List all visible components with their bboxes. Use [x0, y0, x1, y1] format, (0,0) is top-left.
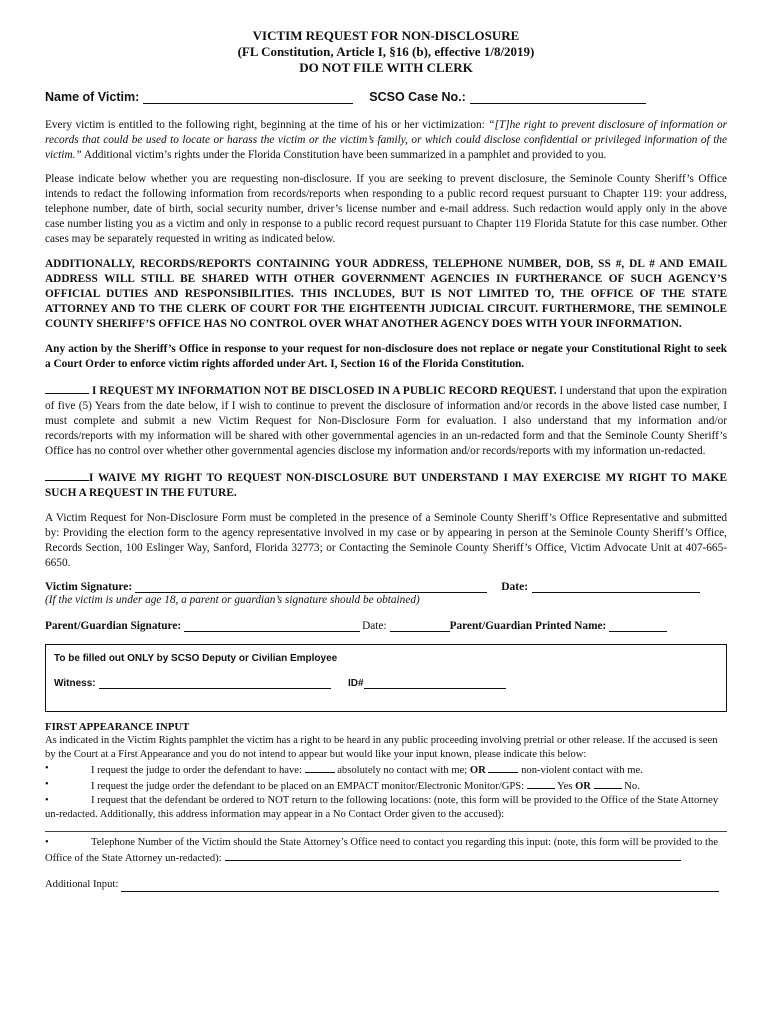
locations-field[interactable]	[45, 831, 727, 832]
form-notice: DO NOT FILE WITH CLERK	[299, 60, 473, 75]
monitor-no-label: No.	[621, 781, 640, 792]
additional-input-row	[45, 878, 727, 892]
victim-info-row	[45, 90, 727, 104]
submission-paragraph: A Victim Request for Non-Disclosure Form must be completed in the presence of a Seminole County Sheriff’s Office Representative and submitted by: Providing the election form to the agency representative involved in my case or by appearing in person at the Seminole County Sheriff’s Office, Records Section, 100 Eslinger Way, Sanford, Florida 32773; or Contacting the Seminole County Sheriff’s Office, Victim Advocate Unit at 407-665-6650.	[45, 512, 727, 569]
additional-input-label: Additional Input:	[45, 879, 119, 890]
option-request-nondisclosure	[45, 382, 727, 459]
id-label: ID#	[348, 678, 364, 689]
parent-date-label: Date:	[362, 620, 387, 632]
victim-signature-label: Victim Signature:	[45, 581, 133, 593]
instructions-paragraph: Please indicate below whether you are requesting non-disclosure. If you are seeking to prevent disclosure, the Seminole County Sheriff’s Office intends to redact the following information from records/reports when responding to a public record request pursuant to Chapter 119: your address, telephone number, date of birth, social security number, driver’s license number and e-mail address. Such redaction would apply only in the above case number listing you as a victim and only in response to a public record request pursuant to Chapter 119 Florida Statute for this case number. Other cases may be separately requested in writing as indicated below.	[45, 173, 727, 245]
minor-note: (If the victim is under age 18, a parent or guardian’s signature should be obtained)	[45, 594, 420, 606]
locations-item	[45, 794, 727, 822]
parent-date-field[interactable]	[390, 620, 450, 632]
witness-row	[54, 678, 331, 689]
bullet-icon: •	[45, 763, 49, 774]
first-appearance-intro: As indicated in the Victim Rights pamphlet the victim has a right to be heard in any public proceeding involving pretrial or other release. If the accused is seen by the Court at a First Appearance and you do not intend to appear but would like your input known, please indicate this below:	[45, 735, 718, 760]
victim-name-label: Name of Victim:	[45, 90, 140, 104]
phone-field[interactable]	[225, 850, 681, 861]
request-option-text: I understand that upon the expiration of five (5) Years from the date below, if I wish to continue to prevent the disclosure of information and/or records in the above listed case number, I must complete and submit a new Victim Request for Non-Disclosure Form for evaluation. I also understand that my information and/or records/reports with my information will be shared with other governmental agencies in an un-redacted form and that the Seminole County Sheriff’s Office has no control over whether other governmental agencies disclose my information and/or records/reports with my information un-redacted.	[45, 385, 727, 457]
witness-field[interactable]	[99, 678, 331, 689]
form-subtitle: (FL Constitution, Article I, §16 (b), effective 1/8/2019)	[237, 44, 535, 59]
monitor-item	[45, 778, 727, 794]
victim-name-field[interactable]	[143, 91, 353, 104]
monitor-no-field[interactable]	[594, 778, 622, 789]
rights-paragraph	[45, 118, 727, 163]
rights-tail: Additional victim’s rights under the Florida Constitution have been summarized in a pamphlet and provided to you.	[81, 149, 607, 161]
sharing-notice-paragraph: ADDITIONALLY, RECORDS/REPORTS CONTAINING YOUR ADDRESS, TELEPHONE NUMBER, DOB, SS #, DL # AND EMAIL ADDRESS WILL STILL BE SHARED WITH OTHER GOVERNMENT AGENCIES IN FURTHERANCE OF SUCH AGENCY’S OFFICIAL DUTIES AND RESPONSIBILITIES. THIS INCLUDES, BUT IS NOT LIMITED TO, THE OFFICE OF THE STATE ATTORNEY AND TO THE CLERK OF COURT FOR THE EIGHTEENTH JUDICIAL CIRCUIT. FURTHERMORE, THE SEMINOLE COUNTY SHERIFF’S OFFICE HAS NO CONTROL OVER WHAT ANOTHER AGENCY DOES WITH YOUR INFORMATION.	[45, 258, 727, 330]
no-contact-mid: absolutely no contact with me;	[334, 765, 470, 776]
non-violent-text: non-violent contact with me.	[518, 765, 643, 776]
bullet-icon: •	[45, 837, 49, 848]
court-order-paragraph: Any action by the Sheriff’s Office in response to your request for non-disclosure does not replace or negate your Constitutional Right to seek a Court Order to enforce victim rights afforded under Art. I, Section 16 of the Florida Constitution.	[45, 343, 727, 370]
form-page	[45, 28, 727, 892]
phone-text: Telephone Number of the Victim should the State Attorney’s Office need to contact you regarding this input: (note, this form will be provided to the Office of the State Attorney un-redacted):	[45, 837, 718, 864]
bullet-icon: •	[45, 779, 49, 790]
additional-input-field[interactable]	[121, 881, 719, 892]
case-number-label: SCSO Case No.:	[369, 90, 466, 104]
witness-label: Witness:	[54, 678, 96, 689]
parent-signature-label: Parent/Guardian Signature:	[45, 620, 182, 632]
first-appearance-title: FIRST APPEARANCE INPUT	[45, 721, 190, 733]
form-header	[45, 28, 727, 76]
rights-lead: Every victim is entitled to the following right, beginning at the time of his or her victimization:	[45, 119, 489, 131]
case-number-field[interactable]	[470, 91, 646, 104]
deputy-box	[45, 644, 727, 712]
non-violent-field[interactable]	[488, 762, 518, 773]
no-contact-or: OR	[469, 765, 486, 776]
no-contact-text: I request the judge to order the defendant to have:	[91, 765, 305, 776]
monitor-text: I request the judge order the defendant to be placed on an EMPACT monitor/Electronic Monitor/GPS:	[91, 781, 527, 792]
monitor-yes-field[interactable]	[527, 778, 555, 789]
victim-date-field[interactable]	[532, 581, 700, 593]
monitor-or: OR	[575, 781, 591, 792]
request-initials-field[interactable]	[45, 382, 89, 394]
no-contact-item	[45, 762, 727, 778]
locations-text: I request that the defendant be ordered to NOT return to the following locations: (note, this form will be provided to the Office of the State Attorney un-redacted. Additionally, this address information may appear in a No Contact Order given to the accused):	[45, 795, 719, 820]
rights-quote: “[T]he right to prevent disclosure of information or records that could be used to locate or harass the victim or the victim’s family, or which could disclose confidential or privileged information of the victim.”	[45, 119, 727, 161]
deputy-box-title: To be filled out ONLY by SCSO Deputy or Civilian Employee	[54, 653, 338, 664]
parent-signature-row	[45, 620, 727, 632]
form-title: VICTIM REQUEST FOR NON-DISCLOSURE	[252, 28, 520, 43]
parent-name-label: Parent/Guardian Printed Name:	[449, 620, 607, 632]
bullet-icon: •	[45, 795, 49, 806]
victim-signature-row	[45, 581, 727, 593]
no-contact-field[interactable]	[305, 762, 335, 773]
phone-item	[45, 836, 727, 866]
victim-signature-field[interactable]	[135, 581, 487, 593]
victim-date-label: Date:	[501, 581, 529, 593]
option-waive-nondisclosure	[45, 469, 727, 501]
id-field[interactable]	[364, 678, 506, 689]
parent-signature-field[interactable]	[184, 620, 360, 632]
first-appearance-section	[45, 720, 727, 892]
parent-name-field[interactable]	[609, 620, 667, 632]
request-option-heading: I REQUEST MY INFORMATION NOT BE DISCLOSED IN A PUBLIC RECORD REQUEST.	[92, 385, 557, 397]
waive-option-text: I WAIVE MY RIGHT TO REQUEST NON-DISCLOSURE BUT UNDERSTAND I MAY EXERCISE MY RIGHT TO MAKE SUCH A REQUEST IN THE FUTURE.	[45, 472, 727, 499]
waive-initials-field[interactable]	[45, 469, 89, 481]
monitor-yes-label: Yes	[554, 781, 576, 792]
id-row	[348, 678, 506, 689]
